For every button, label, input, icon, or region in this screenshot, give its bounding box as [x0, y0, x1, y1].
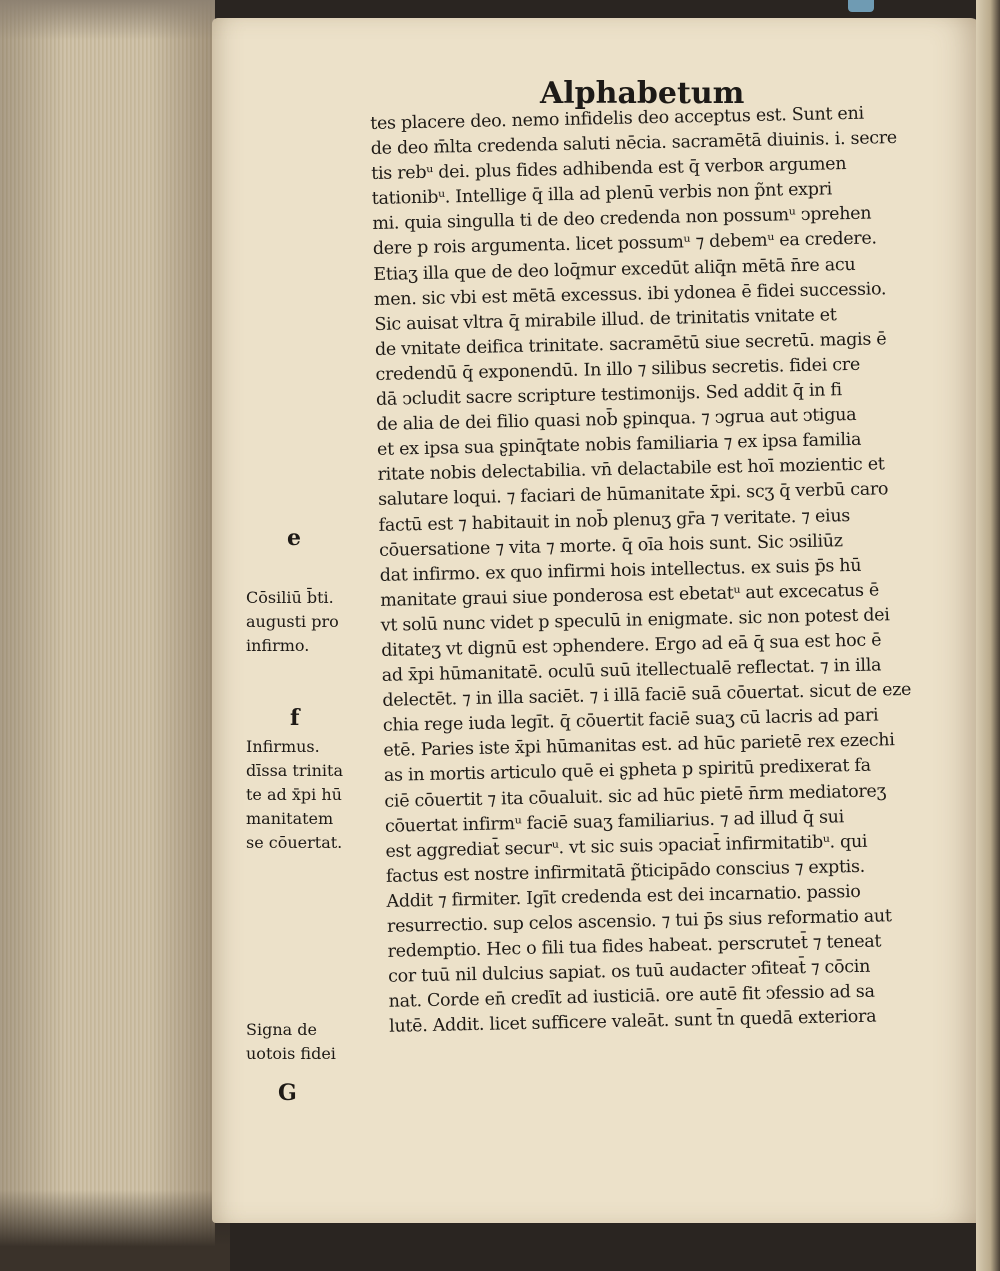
text-line: credendū q̄ exponendū. In illo ⁊ silibus secretis. fidei cre: [375, 354, 861, 385]
gloss-line: te ad x̄pi hū: [246, 785, 342, 804]
text-line: factus est nostre infirmitatā p̃ticipādo conscius ⁊ exptis.: [385, 856, 866, 887]
gloss-line: Signa de: [246, 1020, 317, 1039]
text-line: cōuersatione ⁊ vita ⁊ morte. q̄ oīa hois sunt. Sic ↄsiliūz: [378, 530, 843, 561]
text-line: ad x̄pi hūmanitatē. oculū suū itellectualē reflectat. ⁊ in illa: [381, 655, 882, 686]
text-line: Sic auisat vltra q̄ mirabile illud. de trinitatis vnitate et: [374, 305, 837, 335]
gloss-line: Cōsiliū b̄ti.: [246, 588, 334, 607]
text-line: ritate nobis delectabilia. vn̄ delactabile est hoī mozientic et: [377, 454, 885, 486]
gloss-line: manitatem: [246, 809, 334, 828]
fore-edge-bottom-shadow: [0, 1190, 230, 1271]
text-line: mi. quia singulla ti de deo credenda non possumᵘ ↄprehen: [372, 203, 872, 235]
text-line: dat infirmo. ex quo infirmi hois intellectus. ex suis p̄s hū: [379, 555, 862, 586]
text-line: chia rege iuda legīt. q̄ cōuertit faciē suaʒ cū lacris ad pari: [382, 705, 879, 737]
text-line: et ex ipsa sua ʂpinq̄tate nobis familiaria ⁊ ex ipsa familia: [376, 430, 862, 461]
margin-gloss-infirmus: [246, 735, 386, 855]
bookmark-ribbon: [848, 0, 874, 12]
text-line: tationibᵘ. Intellige q̄ illa ad plenū verbis non p̃nt expri: [371, 179, 833, 210]
gloss-line: infirmo.: [246, 636, 310, 655]
text-line: cor tuū nil dulcius sapiat. os tuū audacter ↄfiteat̄ ⁊ cōcin: [387, 956, 871, 987]
fore-edge-shading: [0, 0, 215, 1271]
margin-section-letter-e: e: [287, 525, 301, 551]
text-line: de vnitate deifica trinitate. sacramētū siue secretū. magis ē: [374, 329, 887, 360]
text-line: manitate graui siue ponderosa est ebetatᵘ aut excecatus ē: [380, 580, 880, 611]
text-line: de deo m̄lta credenda saluti nēcia. sacramētā diuinis. i. secre: [370, 128, 898, 160]
text-line: salutare loqui. ⁊ faciari de hūmanitate x̄pi. scʒ q̄ verbū caro: [377, 479, 889, 511]
text-line: ditateʒ vt dignū est ↄphendere. Ergo ad eā q̄ sua est hoc ē: [381, 630, 882, 661]
text-line: men. sic vbi est mētā excessus. ibi ydonea ē fidei successio.: [373, 278, 887, 310]
fore-edge-top-shadow: [0, 0, 215, 40]
text-line: est aggrediat̄ securᵘ. vt sic suis ↄpaciat̄ infirmitatibᵘ. qui: [385, 831, 868, 862]
text-line: ciē cōuertit ⁊ ita cōualuit. sic ad hūc pietē n̄rm mediatoreʒ: [384, 780, 887, 812]
main-text-column: [370, 100, 981, 1112]
text-line: etē. Paries iste x̄pi hūmanitas est. ad hūc parietē rex ezechi: [383, 730, 895, 762]
text-line: nat. Corde en̄ credīt ad iusticiā. ore autē fit ↄfessio ad sa: [388, 981, 875, 1013]
margin-section-letter-f: f: [290, 705, 300, 731]
text-line: tis rebᵘ dei. plus fides adhibenda est q̄ verboʀ argumen: [371, 154, 847, 185]
gloss-line: Infirmus.: [246, 737, 320, 756]
text-line: Addit ⁊ firmiter. Igīt credenda est dei incarnatio. passio: [386, 881, 861, 912]
text-line: delectēt. ⁊ in illa saciēt. ⁊ i illā faciē suā cōuertat. sicut de eze: [382, 679, 912, 712]
running-head: Alphabetum: [540, 76, 745, 111]
margin-gloss-signa: [246, 1018, 386, 1066]
text-line: dere p rois argumenta. licet possumᵘ ⁊ debemᵘ ea credere.: [372, 228, 877, 260]
text-line: tes placere deo. nemo infidelis deo acceptus est. Sunt eni: [370, 103, 864, 134]
text-line: de alia de dei filio quasi nob̄ ʂpinqua. ⁊ ↄgrua aut ↄtigua: [376, 405, 857, 436]
gloss-line: dīssa trinita: [246, 761, 343, 780]
gloss-line: augusti pro: [246, 612, 339, 631]
gloss-line: se cōuertat.: [246, 833, 343, 852]
text-line: factū est ⁊ habitauit in nob̄ plenuʒ gr̄a ⁊ veritate. ⁊ eius: [378, 505, 851, 536]
text-line: redemptio. Hec o fili tua fides habeat. perscrutet̄ ⁊ teneat: [387, 931, 882, 962]
text-line: cōuertat infirmᵘ faciē suaʒ familiarius. ⁊ ad illud q̄ sui: [384, 806, 845, 837]
text-line: lutē. Addit. licet sufficere valeāt. sunt t̄n quedā exteriora: [388, 1006, 877, 1038]
text-line: as in mortis articulo quē ei ʂpheta p spiritū predixerat fa: [383, 756, 871, 787]
text-line: resurrectio. sup celos ascensio. ⁊ tui p̄s sius reformatio aut: [386, 906, 892, 937]
text-line: dā ↄcludit sacre scripture testimonijs. Sed addit q̄ in fi: [375, 380, 843, 410]
gloss-line: uotois fidei: [246, 1044, 336, 1063]
margin-section-letter-g: G: [278, 1080, 297, 1106]
text-line: vt solū nunc videt p speculū in enigmate. sic non potest dei: [380, 605, 890, 636]
text-line: Etiaʒ illa que de deo loq̄mur excedūt aliq̄n mētā n̄re acu: [373, 254, 856, 285]
margin-gloss-consilium: [246, 586, 386, 658]
